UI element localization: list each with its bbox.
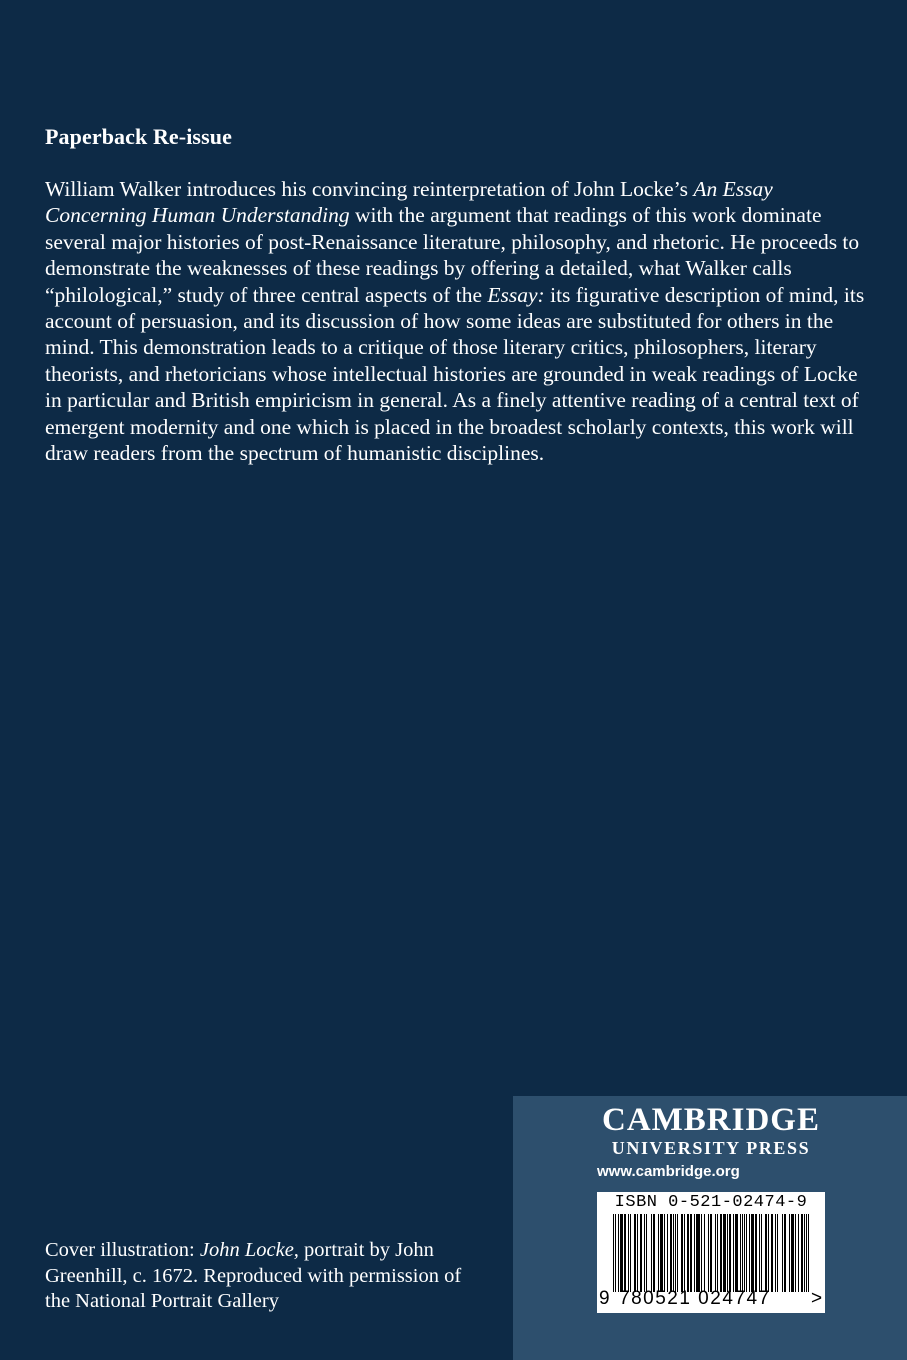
- barcode-bar: [733, 1214, 734, 1292]
- barcode-bar: [727, 1214, 728, 1292]
- barcode-bar: [687, 1214, 689, 1292]
- barcode-bar: [681, 1214, 683, 1292]
- barcode-bar: [784, 1214, 786, 1292]
- barcode-bar: [673, 1214, 674, 1292]
- barcode-bar: [744, 1214, 745, 1292]
- barcode-bar: [751, 1214, 754, 1292]
- barcode-bar: [740, 1214, 741, 1292]
- barcode-bar: [651, 1214, 652, 1292]
- barcode-bar: [761, 1214, 762, 1292]
- barcode-bar: [690, 1214, 692, 1292]
- blurb-essay-word: Essay:: [487, 282, 545, 307]
- barcode-bar: [694, 1214, 695, 1292]
- barcode-bar: [620, 1214, 623, 1292]
- barcode-bar: [670, 1214, 672, 1292]
- ean-remaining-digits: 780521 024747: [619, 1288, 771, 1309]
- barcode-bar: [710, 1214, 712, 1292]
- barcode-bar: [801, 1214, 803, 1292]
- barcode-bar: [806, 1214, 807, 1292]
- barcode-bar: [677, 1214, 678, 1292]
- barcode-bar: [746, 1214, 747, 1292]
- barcode-bar: [768, 1214, 769, 1292]
- barcode-bars: [613, 1214, 809, 1292]
- barcode-bar: [717, 1214, 718, 1292]
- barcode-bar: [782, 1214, 783, 1292]
- barcode-box: [597, 1192, 825, 1313]
- barcode-bar: [653, 1214, 655, 1292]
- barcode-bar: [775, 1214, 776, 1292]
- barcode-bar: [795, 1214, 796, 1292]
- publisher-panel: [513, 1096, 907, 1360]
- barcode-bar: [613, 1214, 614, 1292]
- barcode-bar: [735, 1214, 738, 1292]
- barcode-bar: [634, 1214, 636, 1292]
- barcode-bar: [723, 1214, 726, 1292]
- barcode-bar: [791, 1214, 794, 1292]
- barcode-bar: [640, 1214, 642, 1292]
- barcode-bar: [624, 1214, 626, 1292]
- blurb-segment: with the argument that readings of this work dominate several major histories of post-Renaissance literature, philosophy, and rhetoric. He proceeds to demonstrate the weaknesses of these readings by offering a detailed, what Walker calls “philological,” study of three central aspects of the: [45, 203, 860, 307]
- barcode-bar: [720, 1214, 722, 1292]
- barcode-bar: [808, 1214, 809, 1292]
- barcode-bar: [771, 1214, 773, 1292]
- barcode-bar: [684, 1214, 685, 1292]
- ean-first-digit: 9: [599, 1288, 612, 1309]
- barcode-bar: [789, 1214, 790, 1292]
- barcode-bar: [765, 1214, 767, 1292]
- barcode-bar: [701, 1214, 702, 1292]
- barcode-bar: [759, 1214, 760, 1292]
- barcode-bar: [646, 1214, 647, 1292]
- barcode-bar: [715, 1214, 716, 1292]
- ean-arrow: >: [811, 1288, 824, 1309]
- barcode-bar: [664, 1214, 665, 1292]
- barcode-bar: [708, 1214, 709, 1292]
- barcode-bar: [777, 1214, 778, 1292]
- blurb-text: [45, 176, 875, 466]
- publisher-name: CAMBRIDGE: [601, 1102, 820, 1138]
- cover-credit: [45, 1238, 485, 1315]
- barcode-bar: [804, 1214, 805, 1292]
- barcode-bar: [660, 1214, 663, 1292]
- barcode-bar: [729, 1214, 731, 1292]
- credit-prefix: Cover illustration:: [45, 1239, 200, 1261]
- barcode-bar: [798, 1214, 799, 1292]
- barcode-bar: [628, 1214, 629, 1292]
- barcode-bar: [742, 1214, 743, 1292]
- barcode-bar: [637, 1214, 638, 1292]
- barcode-bar: [644, 1214, 645, 1292]
- barcode-bar: [667, 1214, 668, 1292]
- barcode-bar: [696, 1214, 700, 1292]
- barcode-bar: [618, 1214, 619, 1292]
- barcode-bar: [704, 1214, 705, 1292]
- barcode-bar: [615, 1214, 616, 1292]
- barcode-bar: [749, 1214, 750, 1292]
- credit-portrait-title: John Locke,: [199, 1239, 299, 1261]
- blurb-segment: its figurative description of mind, its account of persuasion, and its discussion of how some ideas are substituted for others in the mind. This demonstration leads to a critique of those literary critics, philosophers, literary theorists, and rhetoricians whose intellectual histories are grounded in weak readings of Locke in particular and British empiricism in general. As a finely attentive reading of a central text of emergent modernity and one which is placed in the broadest scholarly contexts, this work will draw readers from the spectrum of humanistic disciplines.: [45, 282, 865, 466]
- blurb-book-title: An Essay Concerning Human Understanding: [45, 177, 773, 228]
- publisher-subtitle: UNIVERSITY PRESS: [611, 1138, 811, 1158]
- barcode-bar: [755, 1214, 757, 1292]
- isbn-text: ISBN 0-521-02474-9: [614, 1193, 808, 1212]
- credit-suffix: portrait by John Greenhill, c. 1672. Reproduced with permission of the National Portrait Gallery: [45, 1239, 462, 1312]
- blurb-segment: William Walker introduces his convincing reinterpretation of John Locke’s: [45, 177, 694, 201]
- barcode-bar: [630, 1214, 631, 1292]
- publisher-url: www.cambridge.org: [597, 1163, 740, 1180]
- barcode-bar: [675, 1214, 676, 1292]
- reissue-heading: Paperback Re-issue: [45, 124, 232, 149]
- barcode-bar: [658, 1214, 659, 1292]
